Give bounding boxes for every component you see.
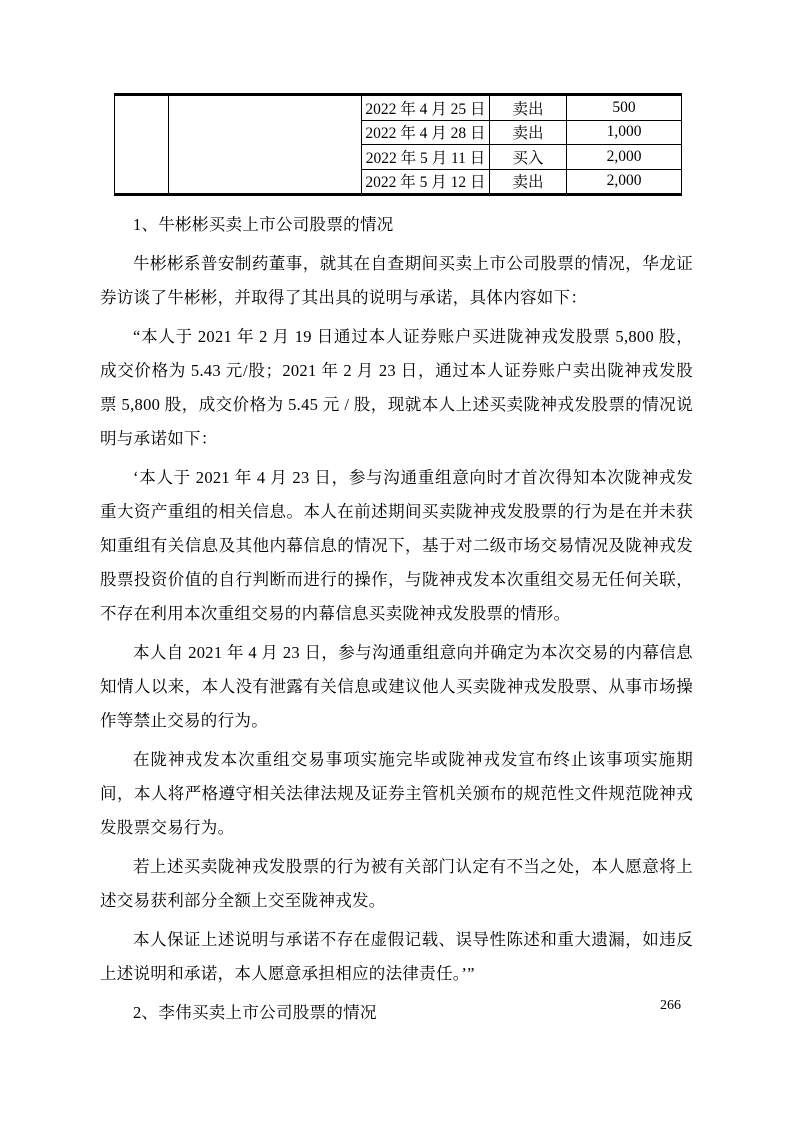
- table-cell-quantity: 2,000: [567, 145, 682, 170]
- table-cell-quantity: 500: [567, 95, 682, 121]
- table-cell-action: 卖出: [490, 169, 567, 195]
- table-cell-date: 2022 年 4 月 28 日: [362, 120, 490, 145]
- page-number: 266: [660, 998, 681, 1013]
- table-cell-action: 卖出: [490, 120, 567, 145]
- table-cell-action: 买入: [490, 145, 567, 170]
- table-cell-quantity: 2,000: [567, 169, 682, 195]
- table-cell-merged-empty-1: [115, 95, 169, 195]
- table-cell-action: 卖出: [490, 95, 567, 121]
- section-heading-2: 2、李伟买卖上市公司股票的情况: [133, 1003, 377, 1022]
- table-cell-merged-empty-2: [169, 95, 362, 195]
- table-cell-date: 2022 年 5 月 11 日: [362, 145, 490, 170]
- paragraph: “本人于 2021 年 2 月 19 日通过本人证券账户买进陇神戎发股票 5,800 股，成交价格为 5.43 元/股；2021 年 2 月 23 日，通过本人证券账户卖出陇神戎发股票 5,800 股，成交价格为 5.45 元 / 股，现就本人上述买卖陇神戎发股票的情况说明与承诺如下：: [100, 327, 693, 448]
- paragraph: 本人自 2021 年 4 月 23 日，参与沟通重组意向并确定为本次交易的内幕信息知情人以来，本人没有泄露有关信息或建议他人买卖陇神戎发股票、从事市场操作等禁止交易的行为。: [100, 643, 693, 730]
- document-body: [100, 208, 693, 1030]
- paragraph: ‘本人于 2021 年 4 月 23 日，参与沟通重组意向时才首次得知本次陇神戎发重大资产重组的相关信息。本人在前述期间买卖陇神戎发股票的行为是在并未获知重组有关信息及其他内幕信息的情况下，基于对二级市场交易情况及陇神戎发股票投资价值的自行判断而进行的操作，与陇神戎发本次重组交易无任何关联，不存在利用本次重组交易的内幕信息买卖陇神戎发股票的情形。: [100, 468, 693, 623]
- share-trading-table: [114, 93, 682, 196]
- section-heading-1: 1、牛彬彬买卖上市公司股票的情况: [133, 215, 394, 234]
- table-cell-date: 2022 年 5 月 12 日: [362, 169, 490, 195]
- table-row: [115, 95, 682, 121]
- table-cell-quantity: 1,000: [567, 120, 682, 145]
- table-cell-date: 2022 年 4 月 25 日: [362, 95, 490, 121]
- paragraph: 若上述买卖陇神戎发股票的行为被有关部门认定有不当之处，本人愿意将上述交易获利部分全额上交至陇神戎发。: [100, 857, 693, 910]
- paragraph: 牛彬彬系普安制药董事，就其在自查期间买卖上市公司股票的情况，华龙证券访谈了牛彬彬，并取得了其出具的说明与承诺，具体内容如下：: [100, 254, 693, 307]
- paragraph: 在陇神戎发本次重组交易事项实施完毕或陇神戎发宣布终止该事项实施期间，本人将严格遵守相关法律法规及证券主管机关颁布的规范性文件规范陇神戎发股票交易行为。: [100, 750, 693, 837]
- paragraph: 本人保证上述说明与承诺不存在虚假记载、误导性陈述和重大遗漏，如违反上述说明和承诺，本人愿意承担相应的法律责任。’”: [100, 930, 693, 983]
